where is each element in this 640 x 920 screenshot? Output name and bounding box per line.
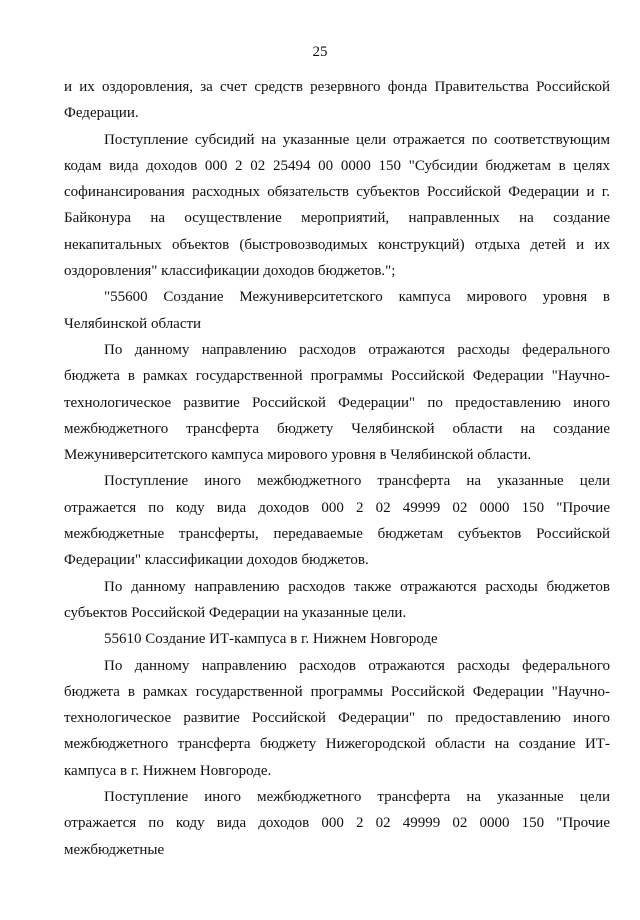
section-heading-55610: 55610 Создание ИТ-кампуса в г. Нижнем Новгороде xyxy=(104,631,438,648)
paragraph-55610-expenses: По данному направлению расходов отражаются расходы федерального бюджета в рамках государственной программы Российской Федерации "Научно-технологическое развитие Российской Федерации" по предоставлению иного межбюджетного трансферта бюджету Нижегородской области на создание ИТ-кампуса в г. Нижнем Новгороде. xyxy=(64,657,610,779)
section-heading-55600: "55600 Создание Межуниверситетского кампуса мирового уровня в Челябинской области xyxy=(64,289,610,332)
paragraph-55600-regional: По данному направлению расходов также отражаются расходы бюджетов субъектов Российской Федерации на указанные цели. xyxy=(64,578,610,621)
paragraph-subsidy-income: Поступление субсидий на указанные цели отражается по соответствующим кодам вида доходов 000 2 02 25494 00 0000 150 "Субсидии бюджетам в целях софинансирования расходных обязательств субъектов Российской Федерации и г. Байконура на осуществление мероприятий, направленных на создание некапитальных объектов (быстровозводимых конструкций) отдыха детей и их оздоровления" классификации доходов бюджетов."; xyxy=(64,131,610,280)
paragraph-continuation: и их оздоровления, за счет средств резервного фонда Правительства Российской Федерации. xyxy=(64,79,610,122)
page-number: 25 xyxy=(312,44,328,60)
document-body xyxy=(64,74,610,863)
paragraph-55600-income: Поступление иного межбюджетного трансферта на указанные цели отражается по коду вида доходов 000 2 02 49999 02 0000 150 "Прочие межбюджетные трансферты, передаваемые бюджетам субъектов Российской Федерации" классификации доходов бюджетов. xyxy=(64,473,610,569)
paragraph-55600-expenses: По данному направлению расходов отражаются расходы федерального бюджета в рамках государственной программы Российской Федерации "Научно-технологическое развитие Российской Федерации" по предоставлению иного межбюджетного трансферта бюджету Челябинской области на создание Межуниверситетского кампуса мирового уровня в Челябинской области. xyxy=(64,341,610,464)
paragraph-55610-income: Поступление иного межбюджетного трансферта на указанные цели отражается по коду вида доходов 000 2 02 49999 02 0000 150 "Прочие межбюджетные xyxy=(64,789,610,858)
